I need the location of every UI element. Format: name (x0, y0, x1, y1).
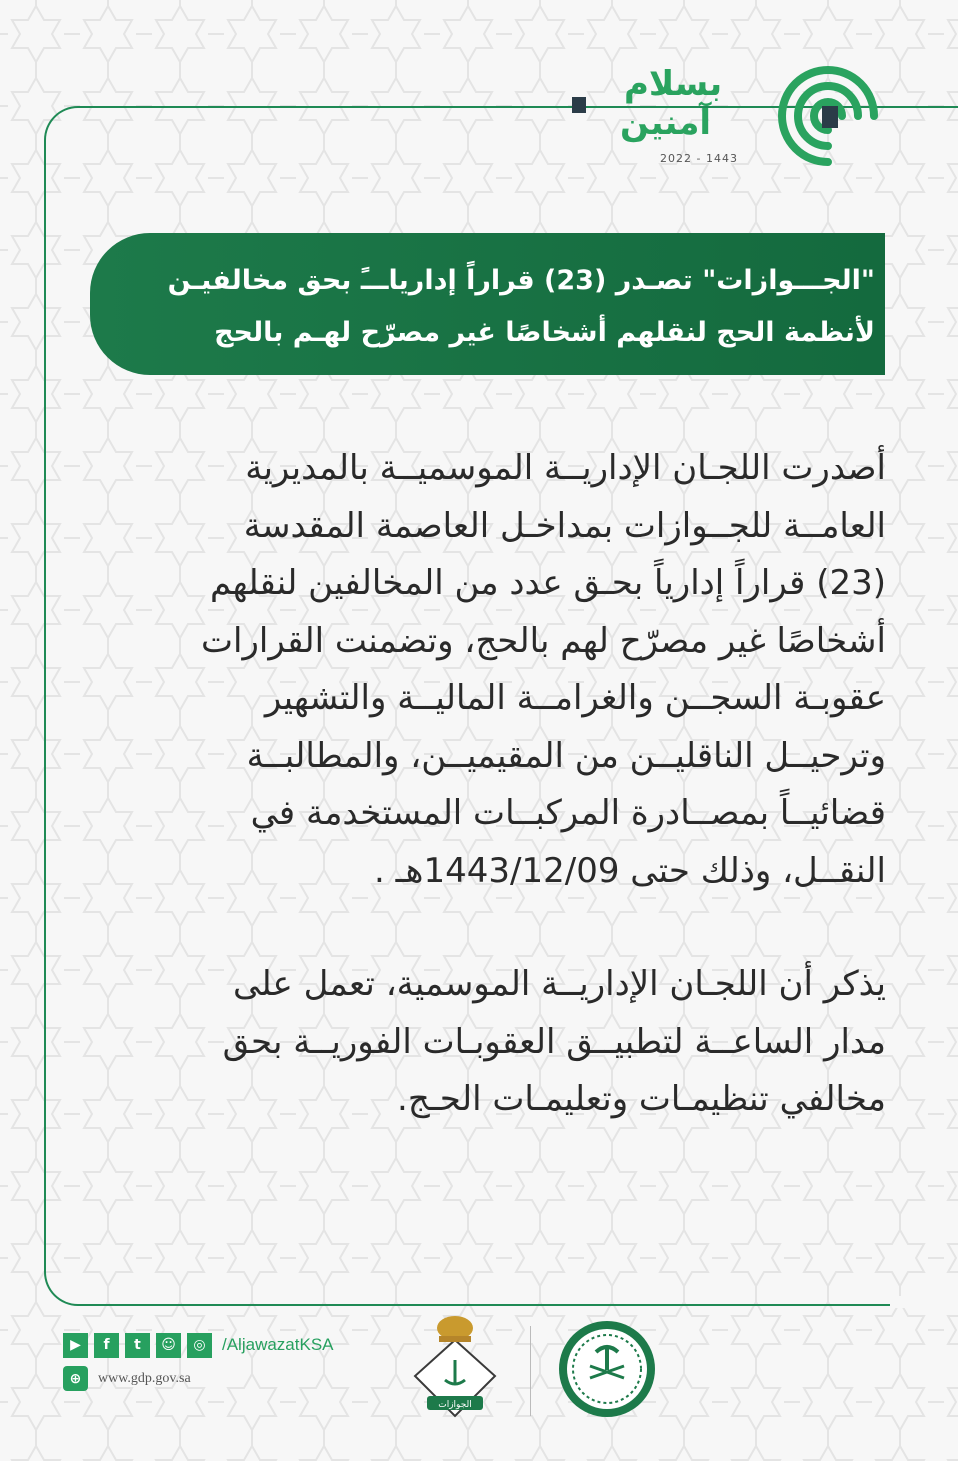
paragraph-line: مخالفي تنظيمـات وتعليمـات الحـج. (397, 1079, 886, 1119)
youtube-icon[interactable]: ▶ (63, 1333, 88, 1358)
paragraph-line: النقــل، وذلك حتى 1443/12/09هـ . (373, 850, 886, 891)
paragraph-line: قضائيــاً بمصــادرة المركبــات المستخدمة في (250, 793, 886, 833)
logo-title-line2: آمنين (620, 103, 712, 143)
paragraph-line: يذكر أن اللجـان الإداريــة الموسمية، تعمل على (232, 964, 886, 1004)
ministry-emblem-icon (556, 1318, 658, 1420)
footer-divider (530, 1326, 531, 1416)
headline-line-1: "الجـــوازات" تصـدر (23) قراراً إدارياـــً بحق مخالفيـن (167, 265, 875, 296)
campaign-logo-icon (770, 66, 886, 166)
snapchat-icon[interactable]: ☺ (156, 1333, 181, 1358)
paragraph-line: عقوبـة السجــن والغرامــة الماليــة والتشهير (264, 678, 886, 718)
logo-title-line1: بسلام (624, 64, 723, 104)
globe-icon: ⊕ (63, 1366, 88, 1391)
website-link[interactable] (63, 1366, 191, 1391)
social-handle[interactable]: /AljawazatKSA (222, 1335, 334, 1354)
website-url[interactable]: www.gdp.gov.sa (98, 1370, 191, 1386)
paragraph-line: مدار الساعــة لتطبيــق العقوبـات الفوريــة بحق (222, 1021, 886, 1062)
frame-corner-square (572, 97, 586, 113)
emblem-label: الجوازات (438, 1400, 472, 1410)
logo-year: 2022 - 1443 (660, 152, 738, 165)
article-paragraph-2 (108, 956, 886, 1129)
paragraph-line: وترحيــل الناقليــن من المقيميــن، والمطالبــة (246, 735, 886, 776)
article-paragraph-1 (108, 440, 886, 900)
headline-banner (90, 233, 885, 375)
passports-emblem-icon (407, 1312, 503, 1422)
facebook-icon[interactable]: f (94, 1333, 119, 1358)
paragraph-line: العامــة للجــوازات بمداخـل العاصمة المقدسة (243, 505, 886, 546)
social-links (63, 1332, 334, 1358)
headline-line-2: لأنظمة الحج لنقلهم أشخاصًا غير مصرّح لهـم بالحج (214, 317, 875, 348)
paragraph-line: (23) قراراً إدارياً بحـق عدد من المخالفين لنقلهم (210, 563, 886, 603)
paragraph-line: أصدرت اللجـان الإداريــة الموسميــة بالمديرية (245, 448, 886, 488)
instagram-icon[interactable]: ◎ (187, 1333, 212, 1358)
paragraph-line: أشخاصًا غير مصرّح لهم بالحج، وتضمنت القرارات (201, 620, 886, 661)
twitter-icon[interactable]: t (125, 1333, 150, 1358)
